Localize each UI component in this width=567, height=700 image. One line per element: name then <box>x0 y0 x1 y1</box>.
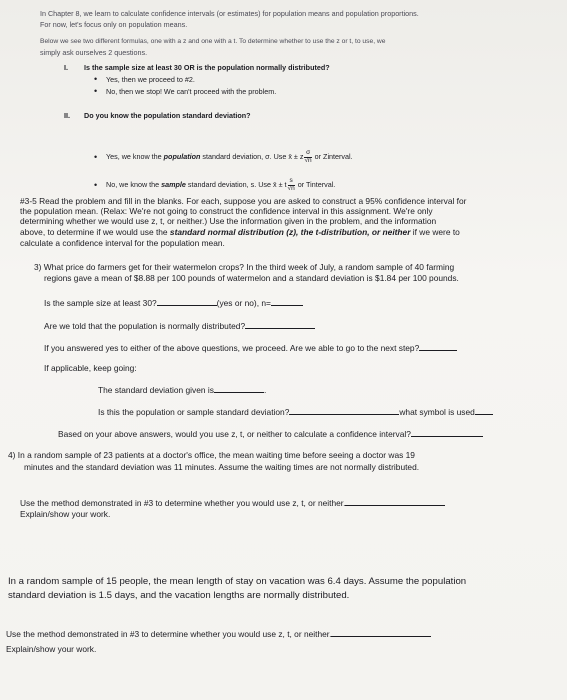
intro-line-1: In Chapter 8, we learn to calculate confidence intervals (or estimates) for population means and population proportions. <box>40 9 419 18</box>
problem-3-proceed-question: If you answered yes to either of the above questions, we proceed. Are we able to go to the next step? <box>44 342 457 353</box>
question-1-text: Is the sample size at least 30 OR is the population normally distributed? <box>84 63 330 72</box>
sample-size-answer-blank[interactable] <box>157 297 217 306</box>
problem-3-sd-given: The standard deviation given is . <box>98 385 267 395</box>
normal-answer-blank[interactable] <box>245 320 315 329</box>
problem-5-explain: Explain/show your work. <box>6 644 97 654</box>
sd-answer-blank[interactable] <box>214 384 264 393</box>
problem-4-explain: Explain/show your work. <box>20 509 111 519</box>
problem-4-answer-blank[interactable] <box>345 497 445 506</box>
question-2-option-no: No, we know the sample standard deviation, s. Use x̄ ± t $\frac{s}{√n}$ or Tinterval. <box>106 177 336 192</box>
n-answer-blank[interactable] <box>271 297 303 306</box>
s-over-root-n-fraction: $\frac{s}{√n}$ <box>287 177 295 192</box>
question-2-text: Do you know the population standard deviation? <box>84 111 251 120</box>
problem-4-line-2: minutes and the standard deviation was 11 minutes. Assume the waiting times are not normally distributed. <box>24 462 420 472</box>
instructions-line-4: above, to determine if we would use the standard normal distribution (z), the t-distribution, or neither if we were to <box>20 227 460 237</box>
question-2-option-yes: Yes, we know the population standard deviation, σ. Use x̄ ± z $\frac{\sigma}{√n}$ or Zinterval. <box>106 149 353 164</box>
proceed-answer-blank[interactable] <box>419 342 457 351</box>
question-1-numeral: I. <box>64 63 68 72</box>
pop-or-sample-answer-blank[interactable] <box>289 406 399 415</box>
problem-5-line-1: In a random sample of 15 people, the mean length of stay on vacation was 6.4 days. Assume the population <box>8 576 467 587</box>
problem-3-line-2: regions gave a mean of $8.88 per 100 pounds of watermelon and a standard deviation is $1.84 per 100 pounds. <box>44 273 459 283</box>
bullet-icon: • <box>94 86 98 96</box>
question-2-numeral: II. <box>64 111 70 120</box>
problem-3-line-1: 3) What price do farmers get for their watermelon crops? In the third week of July, a random sample of 40 farming <box>34 262 455 272</box>
bullet-icon: • <box>94 74 98 84</box>
intro-line-3: Below we see two different formulas, one with a z and one with a t. To determine whether to use the z or t, to use, we <box>40 38 386 45</box>
problem-5-line-2: standard deviation is 1.5 days, and the vacation lengths are normally distributed. <box>8 590 350 601</box>
problem-3-sample-size-question: Is the sample size at least 30? (yes or no), n= <box>44 297 303 308</box>
intro-line-2: For now, let's focus only on population means. <box>40 20 188 29</box>
symbol-answer-blank[interactable] <box>475 406 493 415</box>
instructions-line-3: determining whether we would use z, t, or neither.) Use the information given in the problem, and the information <box>20 216 437 226</box>
problem-4-method: Use the method demonstrated in #3 to determine whether you would use z, t, or neither. <box>20 497 445 508</box>
problem-3-pop-or-sample: Is this the population or sample standard deviation? what symbol is used <box>98 406 493 417</box>
problem-5-method: Use the method demonstrated in #3 to determine whether you would use z, t, or neither. <box>6 628 431 639</box>
instructions-line-5: calculate a confidence interval for the population mean. <box>20 238 225 248</box>
bullet-icon: • <box>94 180 98 190</box>
problem-3-based-on: Based on your above answers, would you use z, t, or neither to calculate a confidence interval? <box>58 428 483 439</box>
question-1-option-no: No, then we stop! We can't proceed with the problem. <box>106 87 277 96</box>
distribution-answer-blank[interactable] <box>411 428 483 437</box>
problem-3-keep-going: If applicable, keep going: <box>44 363 137 373</box>
bullet-icon: • <box>94 152 98 162</box>
instructions-line-2: the population mean. (Relax: We're not going to construct the confidence interval in this assignment. We're only <box>20 206 433 216</box>
instructions-line-1: #3-5 Read the problem and fill in the blanks. For each, suppose you are asked to construct a 95% confidence interval for <box>20 196 467 206</box>
intro-line-4: simply ask ourselves 2 questions. <box>40 48 148 57</box>
problem-3-normal-question: Are we told that the population is normally distributed? <box>44 320 315 331</box>
question-1-option-yes: Yes, then we proceed to #2. <box>106 75 195 84</box>
sigma-over-root-n-fraction: $\frac{\sigma}{√n}$ <box>304 149 312 164</box>
problem-4-line-1: 4) In a random sample of 23 patients at a doctor's office, the mean waiting time before seeing a doctor was 19 <box>8 450 415 460</box>
problem-5-answer-blank[interactable] <box>331 628 431 637</box>
